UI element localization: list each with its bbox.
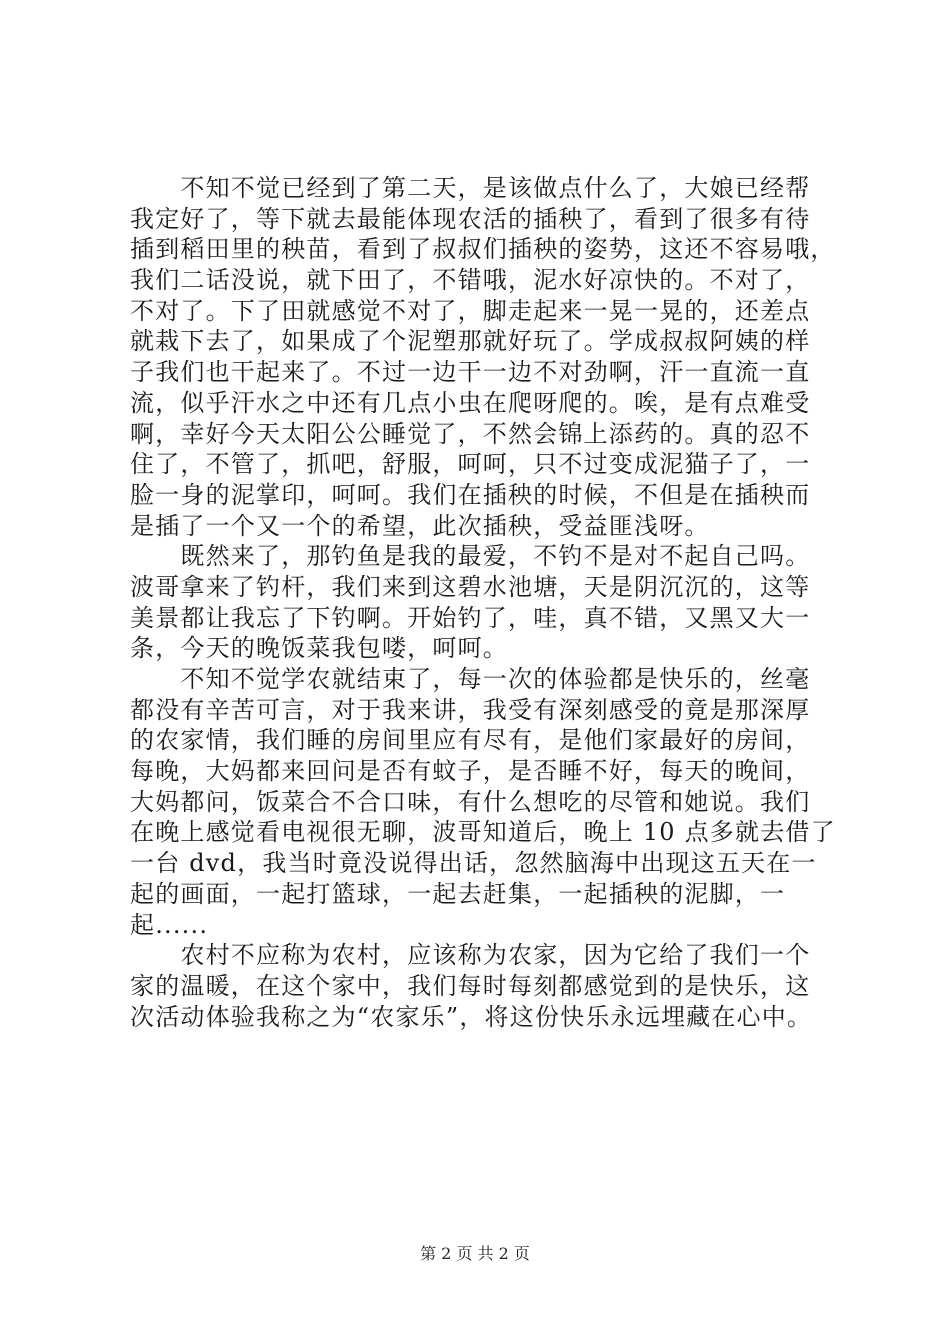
- text-line: 流，似乎汗水之中还有几点小虫在爬呀爬的。唉，是有点难受: [130, 388, 811, 417]
- text-line: 每晚，大妈都来回问是否有蚊子，是否睡不好，每天的晚间，: [130, 757, 811, 786]
- text-line: 在晚上感觉看电视很无聊，波哥知道后，晚上 10 点多就去借了: [130, 818, 836, 847]
- text-line: 的农家情，我们睡的房间里应有尽有，是他们家最好的房间，: [130, 726, 811, 755]
- text-line: 是插了一个又一个的希望，此次插秧，受益匪浅呀。: [130, 511, 710, 540]
- text-line: 住了，不管了，抓吧，舒服，呵呵，只不过变成泥猫子了，一: [130, 450, 811, 479]
- text-line: 都没有辛苦可言，对于我来讲，我受有深刻感受的竟是那深厚: [130, 695, 811, 724]
- text-line: 我定好了，等下就去最能体现农活的插秧了，看到了很多有待: [130, 204, 811, 233]
- text-line: 农村不应称为农村，应该称为农家，因为它给了我们一个: [130, 941, 811, 970]
- text-line: 起......: [130, 910, 209, 939]
- text-line: 子我们也干起来了。不过一边干一边不对劲啊，汗一直流一直: [130, 358, 811, 387]
- text-line: 脸一身的泥掌印，呵呵。我们在插秧的时候，不但是在插秧而: [130, 480, 811, 509]
- text-line: 次活动体验我称之为“农家乐”，将这份快乐永远埋藏在心中。: [130, 1002, 813, 1031]
- text-line: 大妈都问，饭菜合不合口味，有什么想吃的尽管和她说。我们: [130, 787, 811, 816]
- text-line: 美景都让我忘了下钓啊。开始钓了，哇，真不错，又黑又大一: [130, 603, 811, 632]
- text-line: 波哥拿来了钓杆，我们来到这碧水池塘，天是阴沉沉的，这等: [130, 572, 811, 601]
- text-line: 不对了。下了田就感觉不对了，脚走起来一晃一晃的，还差点: [130, 296, 811, 325]
- text-line: 我们二话没说，就下田了，不错哦，泥水好凉快的。不对了，: [130, 266, 811, 295]
- text-line: 家的温暖，在这个家中，我们每时每刻都感觉到的是快乐，这: [130, 971, 811, 1000]
- text-line: 不知不觉学农就结束了，每一次的体验都是快乐的，丝毫: [130, 665, 811, 693]
- body-text: [130, 173, 860, 1032]
- text-line: 起的画面，一起打篮球，一起去赶集，一起插秧的泥脚，一: [130, 879, 786, 908]
- text-line: 就栽下去了，如果成了个泥塑那就好玩了。学成叔叔阿姨的样: [130, 327, 811, 356]
- text-line: 插到稻田里的秧苗，看到了叔叔们插秧的姿势，这还不容易哦，: [130, 235, 836, 264]
- text-line: 啊，幸好今天太阳公公睡觉了，不然会锦上添药的。真的忍不: [130, 419, 811, 448]
- text-line: 一台 dvd，我当时竟没说得出话，忽然脑海中出现这五天在一: [130, 849, 817, 878]
- text-line: 既然来了，那钓鱼是我的最爱，不钓不是对不起自己吗。: [130, 542, 811, 571]
- text-line: 条，今天的晚饭菜我包喽，呵呵。: [130, 634, 508, 663]
- page-footer: 第 2 页 共 2 页: [420, 1244, 530, 1263]
- text-line: 不知不觉已经到了第二天，是该做点什么了，大娘已经帮: [130, 174, 811, 202]
